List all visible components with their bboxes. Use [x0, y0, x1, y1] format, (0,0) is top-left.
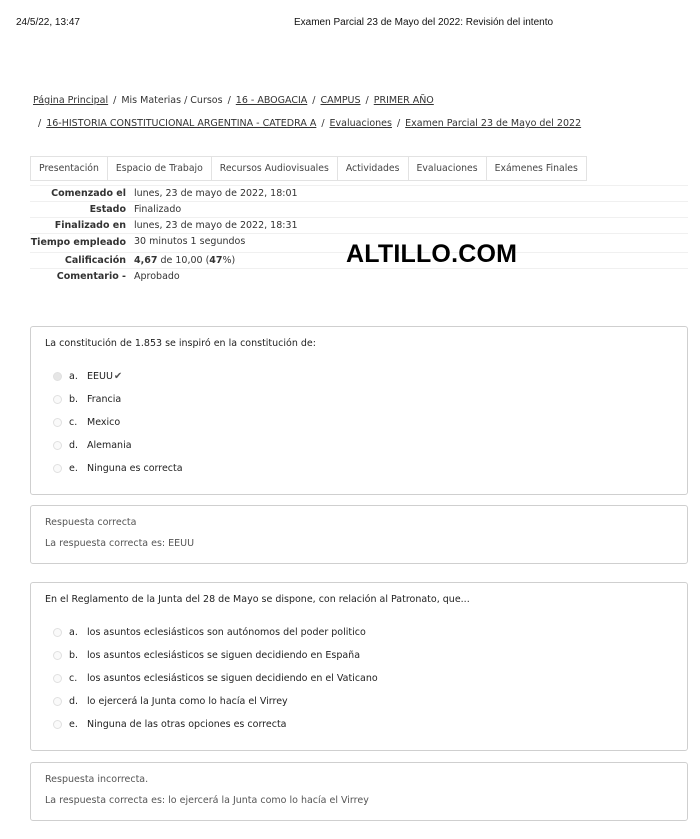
radio-button[interactable]: [53, 697, 62, 706]
tab-presentacion[interactable]: Presentación: [30, 156, 108, 181]
option-text: lo ejercerá la Junta como lo hacía el Virrey: [87, 696, 288, 707]
radio-button[interactable]: [53, 674, 62, 683]
answer-option[interactable]: [53, 719, 287, 730]
answer-option[interactable]: [53, 673, 378, 684]
option-text: los asuntos eclesiásticos se siguen decidiendo en el Vaticano: [87, 673, 378, 684]
grade-score: 4,67: [134, 255, 158, 266]
answer-option[interactable]: [53, 463, 183, 474]
summary-label: Estado: [89, 204, 126, 215]
watermark: ALTILLO.COM: [346, 240, 518, 268]
tab-actividades[interactable]: Actividades: [338, 156, 409, 181]
summary-label: Comentario -: [56, 271, 126, 282]
grade-scale: de 10,00 (: [157, 255, 210, 266]
option-text: Alemania: [87, 440, 132, 451]
radio-button[interactable]: [53, 628, 62, 637]
option-text: Francia: [87, 394, 122, 405]
answer-option[interactable]: [53, 417, 120, 428]
question-text: En el Reglamento de la Junta del 28 de Mayo se dispone, con relación al Patronato, que...: [45, 594, 470, 605]
answer-option[interactable]: [53, 394, 121, 405]
option-letter: a.: [69, 371, 78, 382]
summary-row: [30, 185, 688, 201]
radio-button[interactable]: [53, 372, 62, 381]
option-letter: b.: [69, 650, 79, 661]
answer-option[interactable]: [53, 650, 360, 661]
option-text: los asuntos eclesiásticos son autónomos del poder politico: [87, 627, 366, 638]
grade-percent: 47: [209, 255, 223, 266]
summary-value: lunes, 23 de mayo de 2022, 18:31: [134, 220, 298, 231]
radio-button[interactable]: [53, 464, 62, 473]
tab-recursos-audiovisuales[interactable]: Recursos Audiovisuales: [212, 156, 338, 181]
breadcrumb-primer-anio[interactable]: PRIMER AÑO: [373, 95, 434, 106]
summary-value: 30 minutos 1 segundos: [134, 236, 246, 247]
summary-label: Tiempo empleado: [30, 237, 126, 248]
answer-option[interactable]: [53, 440, 132, 451]
feedback-answer: La respuesta correcta es: EEUU: [45, 538, 195, 549]
summary-value: lunes, 23 de mayo de 2022, 18:01: [134, 188, 298, 199]
tab-examenes-finales[interactable]: Exámenes Finales: [487, 156, 587, 181]
tab-evaluaciones[interactable]: Evaluaciones: [409, 156, 487, 181]
feedback-card: [30, 505, 688, 564]
summary-value: Aprobado: [134, 271, 180, 282]
check-icon: ✔: [113, 371, 123, 382]
option-text: los asuntos eclesiásticos se siguen decidiendo en España: [87, 650, 361, 661]
option-letter: a.: [69, 627, 78, 638]
print-title: Examen Parcial 23 de Mayo del 2022: Revisión del intento: [294, 17, 554, 28]
question-card: [30, 582, 688, 751]
option-text: Ninguna es correcta: [87, 463, 183, 474]
breadcrumb-campus[interactable]: CAMPUS: [320, 95, 361, 106]
option-letter: e.: [69, 719, 78, 730]
feedback-status: Respuesta correcta: [45, 517, 137, 528]
summary-row: [30, 268, 688, 284]
summary-grade: [134, 255, 235, 266]
question-text: La constitución de 1.853 se inspiró en la constitución de:: [45, 338, 316, 349]
feedback-answer: La respuesta correcta es: lo ejercerá la Junta como lo hacía el Virrey: [45, 795, 369, 806]
option-text: EEUU: [87, 371, 113, 382]
answer-option[interactable]: [53, 371, 122, 382]
summary-label: Calificación: [64, 255, 126, 266]
print-datetime: 24/5/22, 13:47: [16, 17, 80, 28]
summary-row: [30, 217, 688, 233]
feedback-status: Respuesta incorrecta.: [45, 774, 149, 785]
course-tabs: [30, 156, 587, 181]
radio-button[interactable]: [53, 418, 62, 427]
breadcrumb-mis-materias: Mis Materias / Cursos: [121, 95, 223, 106]
feedback-card: [30, 762, 688, 821]
breadcrumb-line-2: / 16-HISTORIA CONSTITUCIONAL ARGENTINA - CATEDRA A / Evaluaciones / Examen Parcial 23 de Mayo del 2022: [38, 118, 582, 129]
attempt-summary: [30, 185, 688, 284]
summary-value: Finalizado: [134, 204, 182, 215]
tab-espacio-trabajo[interactable]: Espacio de Trabajo: [108, 156, 212, 181]
answer-option[interactable]: [53, 627, 366, 638]
option-text: Mexico: [87, 417, 121, 428]
breadcrumb-evaluaciones[interactable]: Evaluaciones: [329, 118, 392, 129]
summary-label: Finalizado en: [54, 220, 126, 231]
radio-button[interactable]: [53, 720, 62, 729]
option-letter: d.: [69, 440, 79, 451]
question-card: [30, 326, 688, 495]
summary-row: [30, 201, 688, 217]
radio-button[interactable]: [53, 441, 62, 450]
option-letter: c.: [69, 417, 78, 428]
option-letter: b.: [69, 394, 79, 405]
answer-option[interactable]: [53, 696, 288, 707]
option-letter: c.: [69, 673, 78, 684]
breadcrumb-course[interactable]: 16-HISTORIA CONSTITUCIONAL ARGENTINA - CATEDRA A: [46, 118, 317, 129]
breadcrumb-abogacia[interactable]: 16 - ABOGACIA: [235, 95, 308, 106]
radio-button[interactable]: [53, 651, 62, 660]
option-letter: d.: [69, 696, 79, 707]
summary-label: Comenzado el: [51, 188, 126, 199]
breadcrumb: Página Principal / Mis Materias / Cursos / 16 - ABOGACIA / CAMPUS / PRIMER AÑO: [33, 95, 434, 106]
option-letter: e.: [69, 463, 78, 474]
grade-percent-close: %): [222, 255, 236, 266]
radio-button[interactable]: [53, 395, 62, 404]
option-text: Ninguna de las otras opciones es correcta: [87, 719, 287, 730]
breadcrumb-home[interactable]: Página Principal: [33, 95, 109, 106]
breadcrumb-exam[interactable]: Examen Parcial 23 de Mayo del 2022: [405, 118, 582, 129]
